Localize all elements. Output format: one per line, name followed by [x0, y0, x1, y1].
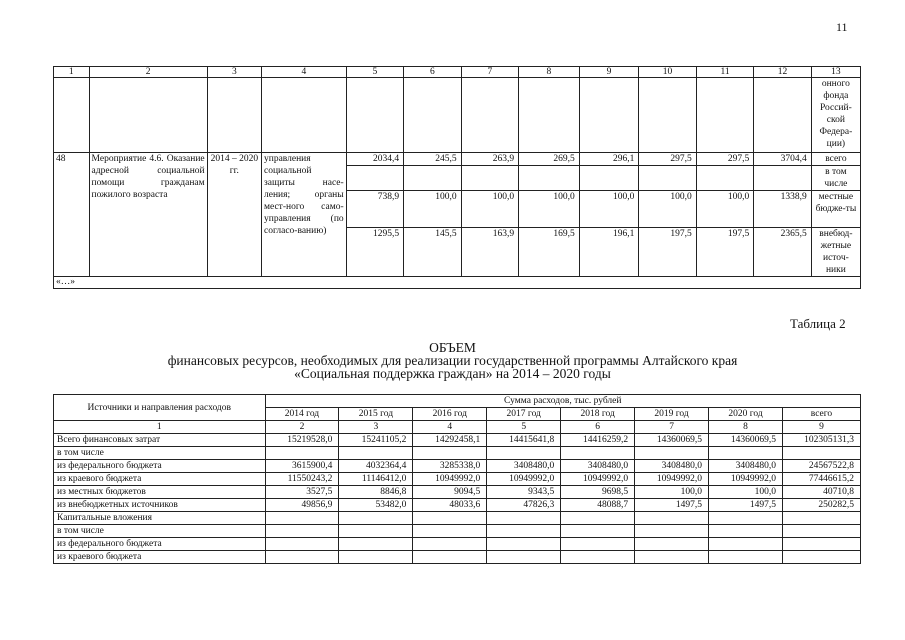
program-activities-table: [53, 66, 861, 289]
year-header: 2020 год: [709, 408, 783, 421]
row-label: в том числе: [54, 447, 266, 460]
row-label: из федерального бюджета: [54, 538, 266, 551]
activity-period: 2014 – 2020 гг.: [207, 153, 261, 277]
table-row: [54, 473, 861, 486]
value-cell: 3615900,4: [265, 460, 339, 473]
year-header: 2019 год: [635, 408, 709, 421]
source-cell: онного фонда Россий-ской Федера-ции): [811, 78, 860, 153]
value-cell: 10949992,0: [487, 473, 561, 486]
value-cell: [265, 525, 339, 538]
column-number: 7: [635, 421, 709, 434]
column-number: 8: [709, 421, 783, 434]
table-row: [54, 499, 861, 512]
source-cell: в том числе: [811, 166, 860, 191]
value-cell: [709, 512, 783, 525]
column-number: 6: [561, 421, 635, 434]
value-cell: 100,0: [639, 191, 696, 228]
value-cell: [413, 512, 487, 525]
value-cell: 3408480,0: [561, 460, 635, 473]
value-cell: 100,0: [579, 191, 639, 228]
table-row: [54, 512, 861, 525]
column-number: 4: [413, 421, 487, 434]
value-cell: 100,0: [519, 191, 580, 228]
value-cell: [265, 538, 339, 551]
value-cell: 48033,6: [413, 499, 487, 512]
value-cell: [709, 525, 783, 538]
value-cell: 15219528,0: [265, 434, 339, 447]
row-label: из местных бюджетов: [54, 486, 266, 499]
header-cell: 10: [639, 67, 696, 78]
value-cell: [561, 447, 635, 460]
value-cell: [265, 512, 339, 525]
value-cell: 8846,8: [339, 486, 413, 499]
header-cell: 1: [54, 67, 90, 78]
value-cell: 738,9: [346, 191, 403, 228]
year-header: всего: [782, 408, 860, 421]
value-cell: 100,0: [635, 486, 709, 499]
value-cell: 10949992,0: [413, 473, 487, 486]
table2-header-row: [54, 395, 861, 408]
value-cell: [561, 538, 635, 551]
value-cell: [782, 512, 860, 525]
value-cell: [487, 538, 561, 551]
value-cell: [635, 525, 709, 538]
value-cell: 1295,5: [346, 228, 403, 277]
source-cell: внебюд-жетные источ-ники: [811, 228, 860, 277]
row-label: из внебюджетных источников: [54, 499, 266, 512]
value-cell: [413, 538, 487, 551]
column-number: 2: [265, 421, 339, 434]
table-row: [54, 538, 861, 551]
value-cell: 245,5: [404, 153, 461, 166]
column-number: 3: [339, 421, 413, 434]
document-subheading: финансовых ресурсов, необходимых для реализации государственной программы Алтайского края: [167, 353, 738, 368]
year-header: 2015 год: [339, 408, 413, 421]
value-cell: 3285338,0: [413, 460, 487, 473]
value-cell: 40710,8: [782, 486, 860, 499]
continuation-row: [54, 78, 861, 153]
table-row: [54, 525, 861, 538]
header-cell: 8: [519, 67, 580, 78]
value-cell: [635, 538, 709, 551]
ellipsis-cell: «…»: [54, 277, 861, 289]
amount-group-header: Сумма расходов, тыс. рублей: [265, 395, 861, 408]
value-cell: [339, 538, 413, 551]
value-cell: [561, 512, 635, 525]
value-cell: [635, 447, 709, 460]
value-cell: 48088,7: [561, 499, 635, 512]
value-cell: [339, 447, 413, 460]
value-cell: 24567522,8: [782, 460, 860, 473]
value-cell: 1497,5: [709, 499, 783, 512]
year-header: 2018 год: [561, 408, 635, 421]
activity-name: Мероприятие 4.6. Оказание адресной социальной помощи гражданам пожилого возраста: [89, 153, 207, 277]
sources-header: Источники и направления расходов: [54, 395, 266, 421]
row-number: 48: [54, 153, 90, 277]
value-cell: [635, 551, 709, 564]
value-cell: 53482,0: [339, 499, 413, 512]
value-cell: 49856,9: [265, 499, 339, 512]
value-cell: 77446615,2: [782, 473, 860, 486]
value-cell: 10949992,0: [709, 473, 783, 486]
value-cell: 297,5: [639, 153, 696, 166]
table-row: [54, 460, 861, 473]
row-label: из краевого бюджета: [54, 473, 266, 486]
row-label: Всего финансовых затрат: [54, 434, 266, 447]
header-cell: 12: [754, 67, 811, 78]
header-cell: 4: [261, 67, 346, 78]
financial-resources-table: [53, 394, 861, 564]
value-cell: [265, 551, 339, 564]
header-cell: 9: [579, 67, 639, 78]
value-cell: 100,0: [461, 191, 518, 228]
value-cell: [782, 538, 860, 551]
value-cell: [413, 551, 487, 564]
table2-numbers-row: [54, 421, 861, 434]
value-cell: 196,1: [579, 228, 639, 277]
value-cell: 14360069,5: [635, 434, 709, 447]
value-cell: 10949992,0: [561, 473, 635, 486]
value-cell: [487, 525, 561, 538]
value-cell: 9343,5: [487, 486, 561, 499]
value-cell: [339, 551, 413, 564]
value-cell: [561, 551, 635, 564]
value-cell: 2034,4: [346, 153, 403, 166]
table-row: [54, 153, 861, 166]
value-cell: 11550243,2: [265, 473, 339, 486]
value-cell: 14416259,2: [561, 434, 635, 447]
table2-body: [54, 434, 861, 564]
value-cell: 9094,5: [413, 486, 487, 499]
value-cell: 100,0: [404, 191, 461, 228]
value-cell: 102305131,3: [782, 434, 860, 447]
value-cell: 1338,9: [754, 191, 811, 228]
document-subheading: «Социальная поддержка граждан» на 2014 – 2020 годы: [294, 366, 611, 381]
year-header: 2016 год: [413, 408, 487, 421]
value-cell: [339, 525, 413, 538]
value-cell: 14415641,8: [487, 434, 561, 447]
value-cell: 3408480,0: [709, 460, 783, 473]
value-cell: 3408480,0: [635, 460, 709, 473]
column-number: 5: [487, 421, 561, 434]
value-cell: 163,9: [461, 228, 518, 277]
value-cell: [413, 447, 487, 460]
value-cell: 263,9: [461, 153, 518, 166]
value-cell: 296,1: [579, 153, 639, 166]
document-heading: ОБЪЕМ: [429, 340, 476, 355]
activity-executors: управления социальной защиты насе-ления; органы мест-ного само-управления (по согласо-ванию): [261, 153, 346, 277]
column-number: 1: [54, 421, 266, 434]
row-label: из краевого бюджета: [54, 551, 266, 564]
value-cell: 11146412,0: [339, 473, 413, 486]
year-header: 2014 год: [265, 408, 339, 421]
value-cell: 297,5: [696, 153, 753, 166]
value-cell: [339, 512, 413, 525]
header-cell: 5: [346, 67, 403, 78]
row-label: в том числе: [54, 525, 266, 538]
header-cell: 11: [696, 67, 753, 78]
value-cell: [265, 447, 339, 460]
header-cell: 2: [89, 67, 207, 78]
value-cell: 4032364,4: [339, 460, 413, 473]
value-cell: 15241105,2: [339, 434, 413, 447]
value-cell: 3408480,0: [487, 460, 561, 473]
table-row: [54, 551, 861, 564]
value-cell: [709, 447, 783, 460]
value-cell: 269,5: [519, 153, 580, 166]
value-cell: [561, 525, 635, 538]
value-cell: 197,5: [696, 228, 753, 277]
ellipsis-row: [54, 277, 861, 289]
table-caption: Таблица 2: [790, 316, 846, 331]
value-cell: 10949992,0: [635, 473, 709, 486]
value-cell: 100,0: [709, 486, 783, 499]
value-cell: [782, 447, 860, 460]
table-row: [54, 486, 861, 499]
value-cell: 250282,5: [782, 499, 860, 512]
value-cell: 2365,5: [754, 228, 811, 277]
table1-header-row: [54, 67, 861, 78]
value-cell: [487, 512, 561, 525]
table-row: [54, 434, 861, 447]
table-row: [54, 447, 861, 460]
value-cell: 9698,5: [561, 486, 635, 499]
column-number: 9: [782, 421, 860, 434]
header-cell: 6: [404, 67, 461, 78]
value-cell: 169,5: [519, 228, 580, 277]
page-number: 11: [836, 20, 848, 34]
value-cell: [709, 538, 783, 551]
value-cell: [413, 525, 487, 538]
source-cell: всего: [811, 153, 860, 166]
header-cell: 3: [207, 67, 261, 78]
year-header: 2017 год: [487, 408, 561, 421]
value-cell: 197,5: [639, 228, 696, 277]
header-cell: 13: [811, 67, 860, 78]
value-cell: 14360069,5: [709, 434, 783, 447]
value-cell: 1497,5: [635, 499, 709, 512]
value-cell: 14292458,1: [413, 434, 487, 447]
row-label: Капитальные вложения: [54, 512, 266, 525]
value-cell: 100,0: [696, 191, 753, 228]
row-label: из федерального бюджета: [54, 460, 266, 473]
value-cell: [487, 447, 561, 460]
value-cell: [635, 512, 709, 525]
source-cell: местные бюдже-ты: [811, 191, 860, 228]
value-cell: 3704,4: [754, 153, 811, 166]
header-cell: 7: [461, 67, 518, 78]
value-cell: 3527,5: [265, 486, 339, 499]
value-cell: 47826,3: [487, 499, 561, 512]
value-cell: [782, 551, 860, 564]
value-cell: [782, 525, 860, 538]
value-cell: 145,5: [404, 228, 461, 277]
value-cell: [709, 551, 783, 564]
value-cell: [487, 551, 561, 564]
